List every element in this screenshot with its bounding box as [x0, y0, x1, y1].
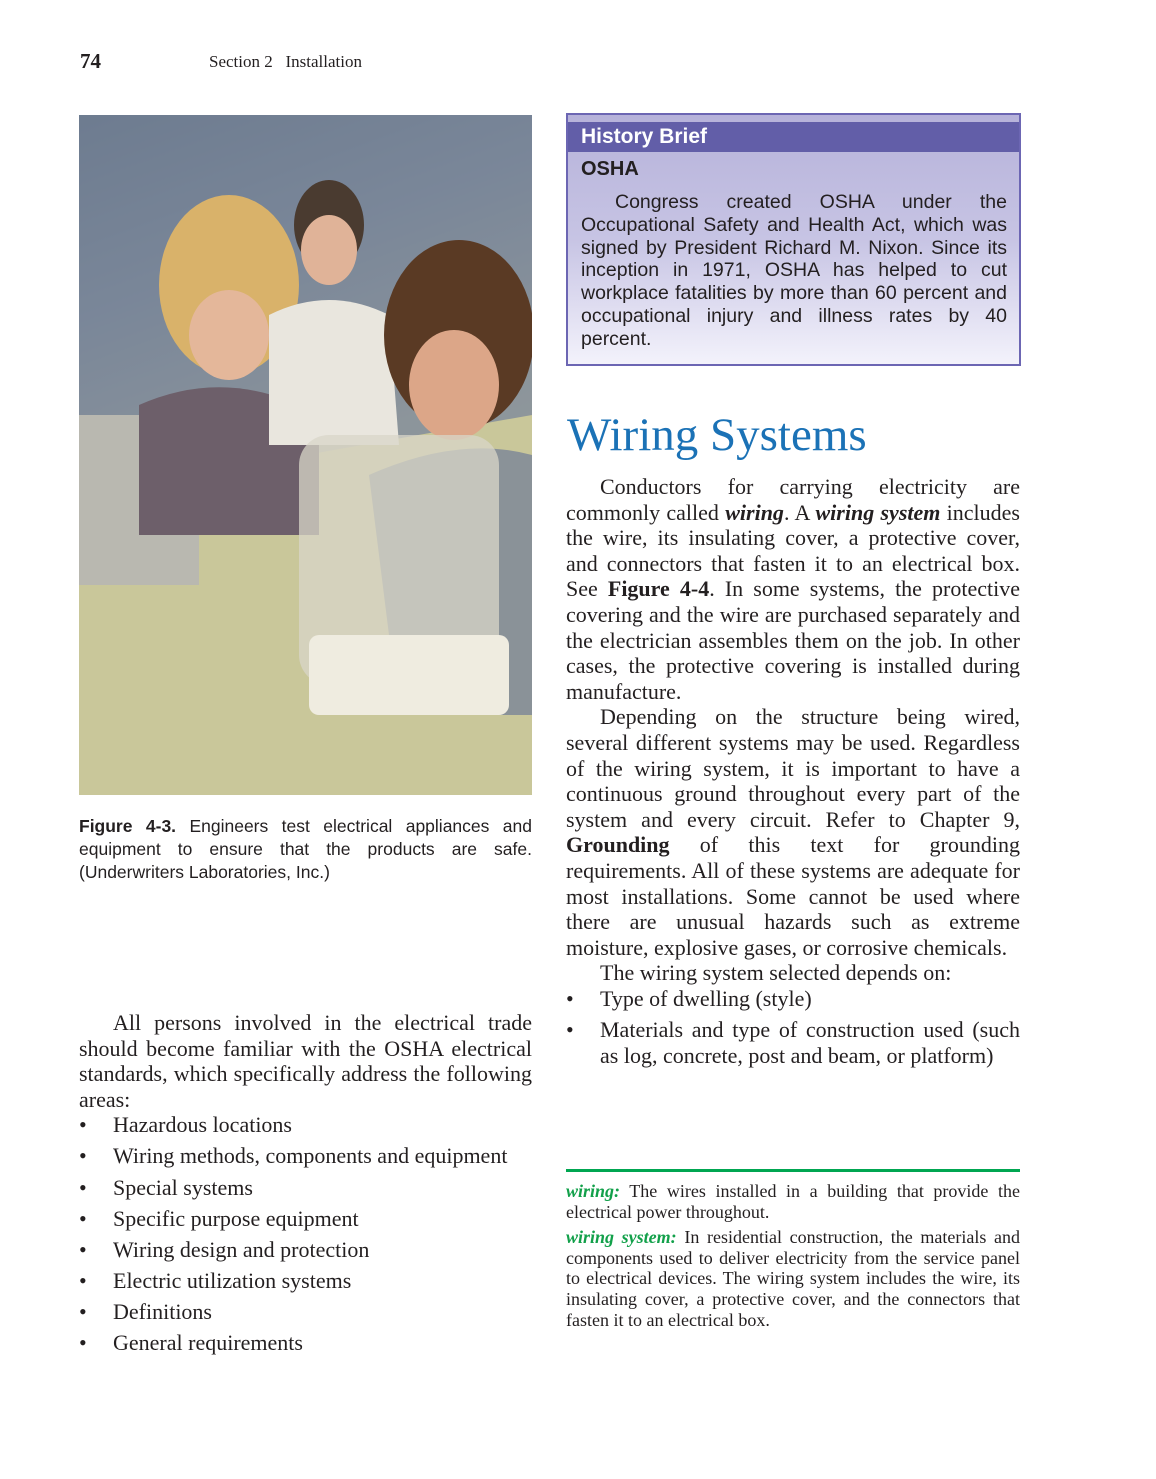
selection-factors-list	[566, 986, 1020, 1068]
term-wiring: wiring	[725, 499, 784, 525]
figure-photo	[79, 115, 532, 795]
list-item: • Wiring methods, components and equipment	[79, 1143, 532, 1169]
figure-label: Figure 4-3.	[79, 816, 177, 836]
right-column-text	[566, 474, 1020, 1074]
history-brief-body: Congress created OSHA under the Occupational Safety and Health Act, which was signed by President Richard M. Nixon. Since its inception in 1971, OSHA has helped to cut workplace fatalities by more than 60 percent and occupational injury and illness rates by 40 percent.	[581, 191, 1007, 350]
glossary-term: wiring:	[566, 1181, 621, 1201]
list-item: • Wiring design and protection	[79, 1237, 532, 1263]
glossary-term: wiring system:	[566, 1227, 677, 1248]
osha-areas-list	[79, 1112, 532, 1355]
list-item: • Hazardous locations	[79, 1112, 532, 1138]
figure-reference: Figure 4-4	[607, 576, 710, 602]
glossary-definition: In residential construction, the materials and components used to deliver electricity from the service panel to electrical devices. The wiring system includes the wire, its insulating cover, a protective cover, and the connectors that fasten it to an electrical box.	[566, 1227, 1020, 1330]
paragraph-3: The wiring system selected depends on:	[600, 960, 952, 986]
engineers-photo-illustration	[79, 115, 532, 795]
left-column-text	[79, 1010, 532, 1361]
paragraph-1	[566, 474, 1020, 704]
history-brief-title: History Brief	[568, 122, 1019, 152]
glossary-divider	[566, 1169, 1020, 1172]
text: Depending on the structure being wired, several different systems may be used. Regardless of the wiring system, it is important to have a continuous ground throughout every part of the system and every circuit. Refer to Chapter 9,	[566, 704, 1020, 832]
text: of this text for grounding requirements. All of these systems are adequate for most installations. Some cannot be used where there are unusual hazards such as extreme moisture, explosive gases, or corrosive chemicals.	[566, 832, 1020, 960]
glossary-entry	[566, 1181, 1020, 1222]
glossary	[566, 1181, 1020, 1335]
list-item: • Electric utilization systems	[79, 1268, 532, 1294]
text: . A	[783, 499, 816, 525]
text: Conductors for carrying electricity are commonly called	[566, 474, 1020, 525]
list-item: • Specific purpose equipment	[79, 1206, 532, 1232]
chapter-reference: Grounding	[566, 832, 670, 858]
page-number: 74	[80, 49, 101, 73]
text: . In some systems, the protective covering and the wire are purchased separately and the electrician assembles them on the job. In other cases, the protective covering is installed during manufacture.	[566, 576, 1021, 704]
list-item: • General requirements	[79, 1330, 532, 1356]
list-item: • Definitions	[79, 1299, 532, 1325]
list-item: • Special systems	[79, 1175, 532, 1201]
glossary-entry	[566, 1227, 1020, 1330]
term-wiring-system: wiring system	[815, 499, 941, 525]
osha-intro-paragraph: All persons involved in the electrical trade should become familiar with the OSHA electrical standards, which specifically address the following areas:	[79, 1010, 532, 1112]
section-heading: Wiring Systems	[567, 409, 867, 461]
list-item: • Materials and type of construction used (such as log, concrete, post and beam, or platform)	[566, 1017, 1020, 1068]
list-item: • Type of dwelling (style)	[566, 986, 1020, 1012]
running-header: Section 2 Installation	[209, 52, 362, 71]
glossary-definition: The wires installed in a building that provide the electrical power throughout.	[566, 1181, 1020, 1222]
history-brief-subtitle: OSHA	[581, 158, 639, 180]
paragraph-2	[566, 704, 1020, 960]
history-brief-box	[566, 113, 1021, 366]
figure-caption	[79, 815, 532, 884]
figure-caption-text: Engineers test electrical appliances and equipment to ensure that the products are safe. (Underwriters Laboratories, Inc.)	[79, 816, 532, 882]
text: includes the wire, its insulating cover, a protective cover, and connectors that fasten it to an electrical box. See	[566, 499, 1020, 602]
